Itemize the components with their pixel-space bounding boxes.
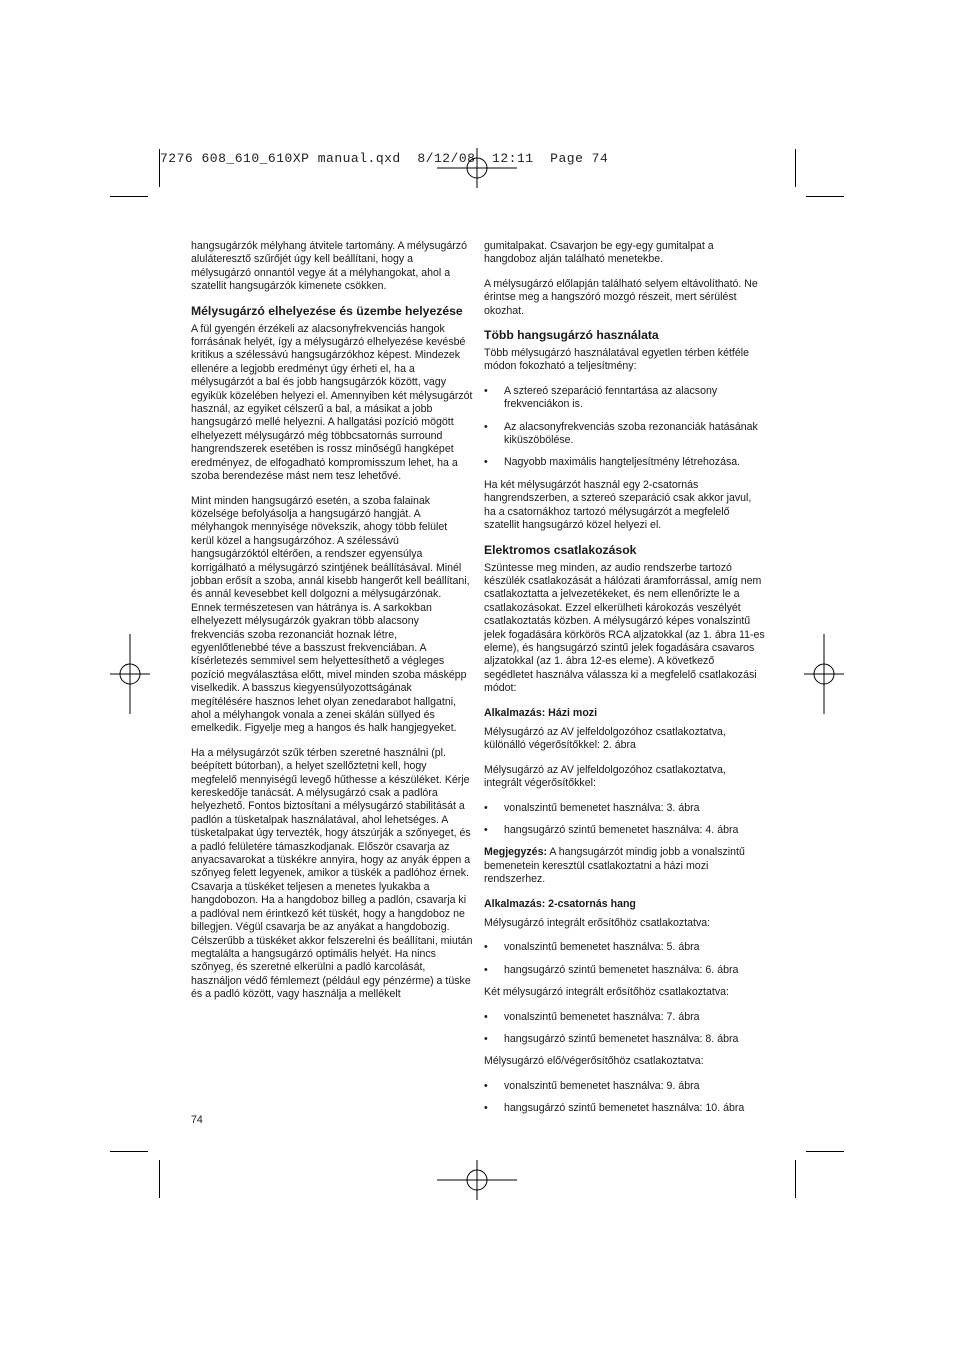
- subheading: Alkalmazás: Házi mozi: [484, 706, 598, 719]
- paragraph: A fül gyengén érzékeli az alacsonyfrekvenciás hangok forrásának helyét, így a mélysugárzó elhelyezése kevésbé kritikus a szélessávú hangsugárzókhoz képest. Mindezek ellenére a legjobb eredményt úgy érheti el, ha a mélysugárzót a bal és jobb hangsugárzók között, vagy egyikük közelében helyezi el. Amennyiben két mélysugárzót használ, az egyiket célszerű a bal, a másikat a jobb hangsugárzó mellé helyezni. A hallgatási pozíció mögött elhelyezett mélysugárzó még többcsatornás surround hangrendszerek esetében is rossz minőségű hangképet eredményez, de elfogadható kompromisszum lehet, ha a szoba berendezése mást nem tesz lehetővé.: [191, 322, 473, 483]
- subheading: Alkalmazás: 2-csatornás hang: [484, 897, 636, 910]
- paragraph: gumitalpakat. Csavarjon be egy-egy gumitalpat a hangdoboz alján található menetekbe.: [484, 240, 714, 266]
- list-item: • vonalszintű bemenetet használva: 3. ábra: [484, 802, 766, 815]
- paragraph: Mélysugárzó elő/végerősítőhöz csatlakoztatva:: [484, 1055, 704, 1068]
- list-item: • vonalszintű bemenetet használva: 5. ábra: [484, 941, 766, 954]
- note-text: A hangsugárzót mindig jobb a vonalszintű bemenetein keresztül csatlakoztatni a házi mozi rendszerhez.: [484, 846, 745, 886]
- registration-mark-left: [110, 634, 150, 714]
- paragraph: A mélysugárzó előlapján található selyem eltávolítható. Ne érintse meg a hangszóró mozgó részeit, mert sérülést okozhat.: [484, 277, 758, 317]
- bullet-list: [484, 941, 766, 977]
- section-heading: Mélysugárzó elhelyezése és üzembe helyezése: [191, 303, 463, 318]
- list-item: • vonalszintű bemenetet használva: 7. ábra: [484, 1011, 766, 1024]
- crop-mark-tr-h: [806, 196, 844, 197]
- list-item: • A sztereó szeparáció fenntartása az alacsony frekvenciákon is.: [484, 385, 766, 412]
- registration-mark-bottom: [437, 1160, 517, 1200]
- paragraph: Mélysugárzó az AV jelfeldolgozóhoz csatlakoztatva, integrált végerősítőkkel:: [484, 763, 726, 790]
- page-number: 74: [191, 1114, 203, 1126]
- registration-mark-right: [804, 634, 844, 714]
- section-heading: Több hangsugárzó használata: [484, 328, 659, 343]
- crop-mark-tr-v: [795, 149, 796, 187]
- bullet-list: [484, 385, 766, 470]
- crop-mark-tl-v: [159, 149, 160, 187]
- print-slug: 7276 608_610_610XP manual.qxd 8/12/08 12:11 Page 74: [160, 151, 609, 166]
- paragraph: hangsugárzók mélyhang átvitele tartomány. A mélysugárzó aluláteresztő szűrőjét úgy kell beállítani, hogy a mélysugárzó onnantól vegye át a mélyhangokat, ahol a szatellit hangsugárzók kimenete csökken.: [191, 240, 467, 293]
- crop-mark-br-v: [795, 1160, 796, 1198]
- crop-mark-tl-h: [110, 196, 148, 197]
- list-item-text: hangsugárzó szintű bemenetet használva: 6. ábra: [504, 963, 739, 976]
- note-label: Megjegyzés:: [484, 846, 547, 859]
- list-item: • Az alacsonyfrekvenciás szoba rezonanciák hatásának kiküszöbölése.: [484, 421, 766, 448]
- bullet-list: [484, 802, 766, 838]
- paragraph: Ha a mélysugárzót szűk térben szeretné használni (pl. beépített bútorban), a helyet szellőztetni kell, hogy megfelelő mennyiségű levegő hűthesse a készüléket. Kérje kereskedője tanácsát. A mélysugárzó csak a padlóra helyezhető. Fontos biztosítani a mélysugárzó stabilitását a padlón a tüsketalpak használatával, ahol lehetséges. A tüsketalpakat úgy tervezték, hogy átszúrják a szőnyeget, és a padló felületére támaszkodjanak. Először csavarja az anyacsavarokat a tüskékre annyira, hogy az anyák éppen a szőnyeg felett legyenek, amikor a tüskék a padlóhoz érnek. Csavarja a tüskéket teljesen a menetes lyukakba a hangdobozon. Ha a hangdoboz billeg a padlón, csavarja ki a padlóval nem érintkező két tüskét, hogy a hangdoboz ne billegjen. Végül csavarja be az anyákat a hangdobozig. Célszerűbb a tüskéket akkor felszerelni és beállítani, miután megtalálta a hangsugárzó optimális helyét. Ha nincs szőnyeg, és szeretné elkerülni a padló karcolását, használjon védő fémlemezt (például egy pénzérme) a tüske és a padló között, vagy használja a mellékelt: [191, 746, 473, 1001]
- right-column: [484, 240, 766, 1125]
- paragraph: Mélysugárzó az AV jelfeldolgozóhoz csatlakoztatva, különálló végerősítőkkel: 2. ábra: [484, 725, 726, 752]
- paragraph: Mélysugárzó integrált erősítőhöz csatlakoztatva:: [484, 917, 711, 930]
- registration-mark-top: [437, 148, 517, 188]
- paragraph: Több mélysugárzó használatával egyetlen térben kétféle módon fokozható a teljesítmény:: [484, 347, 750, 373]
- bullet-list: [484, 1080, 766, 1116]
- section-heading: Elektromos csatlakozások: [484, 542, 637, 557]
- crop-mark-br-h: [806, 1151, 844, 1152]
- bullet-list: [484, 1011, 766, 1047]
- crop-mark-bl-h: [110, 1151, 148, 1152]
- crop-mark-bl-v: [159, 1160, 160, 1198]
- list-item: • hangsugárzó szintű bemenetet használva: 8. ábra: [484, 1033, 766, 1046]
- paragraph: Szüntesse meg minden, az audio rendszerbe tartozó készülék csatlakozását a hálózati áramforrással, amíg nem csatlakoztatta a jelvezetékeket, és nem ellenőrizte le a csatlakozásokat. Ezzel elkerülheti károkozás veszélyét csatlakoztatás közben. A mélysugárzó képes vonalszintű jelek fogadására körkörös RCA aljzatokkal (az 1. ábra 11-es eleme), és hangsugárzó szintű jelek fogadására csavaros aljzatokkal (az 1. ábra 12-es eleme). A következő segédletet használva válassza ki a megfelelő csatlakozási módot:: [484, 561, 765, 695]
- left-column: [191, 240, 473, 1013]
- paragraph: Két mélysugárzó integrált erősítőhöz csatlakoztatva:: [484, 986, 729, 999]
- list-item: • hangsugárzó szintű bemenetet használva: 4. ábra: [484, 824, 766, 837]
- list-item: • vonalszintű bemenetet használva: 9. ábra: [484, 1080, 766, 1093]
- list-item: [484, 964, 766, 977]
- list-item: • hangsugárzó szintű bemenetet használva: 10. ábra: [484, 1102, 766, 1115]
- list-item: • Nagyobb maximális hangteljesítmény létrehozása.: [484, 456, 766, 469]
- note: [484, 846, 766, 886]
- paragraph: Mint minden hangsugárzó esetén, a szoba falainak közelsége befolyásolja a hangsugárzó hangját. A mélyhangok mennyisége növekszik, ahogy több felület kerül közel a hangsugárzóhoz. A szélessávú hangsugárzóktól eltérően, a rendszer egyensúlya korrigálható a mélysugárzó szintjének beállításával. Minél jobban erősít a szoba, annál kisebb hangerőt kell beállítani, és annál kevesebbet kell dolgozni a mélysugárzónak. Ennek természetesen van hátránya is. A sarkokban elhelyezett mélysugárzók gyakran több alacsony frekvenciás szoba rezonanciát hoznak létre, egyenlőtlenebbé téve a basszust frekvenciában. A kísérletezés semmivel sem helyettesíthető a végleges pozíció megválasztása előtt, mivel minden szoba másképp viselkedik. A basszus kiegyensúlyozottságának megítélésére hasznos lehet olyan zenedarabot hallgatni, ahol a mélyhangok vonala a zenei skálán süllyed és emelkedik. Figyelje meg a hangos és halk hangjegyeket.: [191, 494, 470, 735]
- paragraph: Ha két mélysugárzót használ egy 2-csatornás hangrendszerben, a sztereó szeparáció csak akkor javul, ha a csatornákhoz tartozó mélysugárzót a megfelelő szatellit hangsugárzó közel helyezi el.: [484, 478, 752, 532]
